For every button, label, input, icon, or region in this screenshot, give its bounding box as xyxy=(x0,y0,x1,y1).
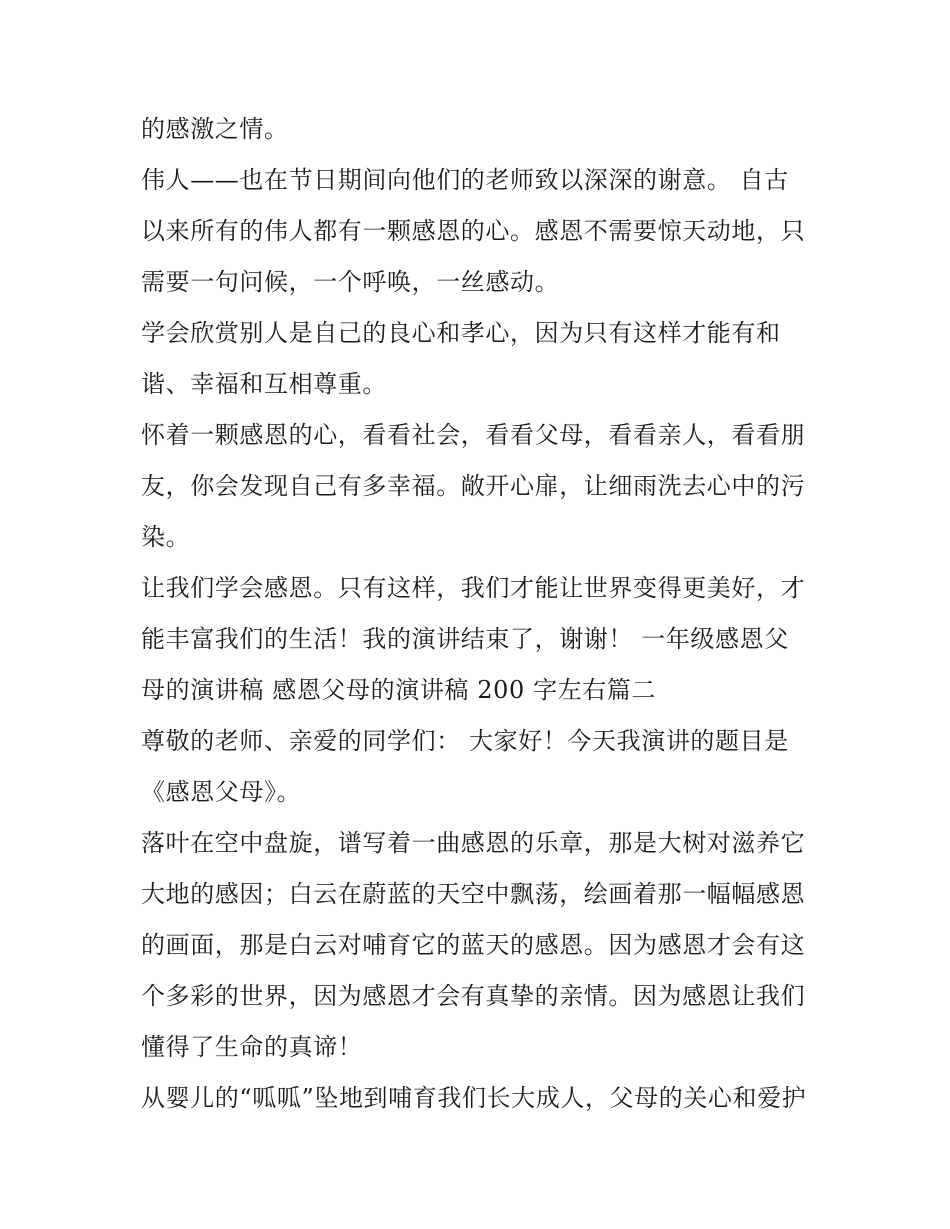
text-line: 懂得了生命的真谛！ xyxy=(141,1033,363,1061)
text-line: 谐、幸福和互相尊重。 xyxy=(141,370,387,398)
text-line: 落叶在空中盘旋，谱写着一曲感恩的乐章，那是大树对滋养它 xyxy=(141,829,806,857)
text-line: 让我们学会感恩。只有这样，我们才能让世界变得更美好，才 xyxy=(141,574,806,602)
text-line: 怀着一颗感恩的心，看看社会，看看父母，看看亲人，看看朋 xyxy=(141,421,806,449)
text-line: 需要一句问候，一个呼唤，一丝感动。 xyxy=(141,268,560,296)
text-line: 从婴儿的“呱呱”坠地到哺育我们长大成人，父母的关心和爱护 xyxy=(141,1084,807,1112)
text-line: 《感恩父母》。 xyxy=(141,778,302,806)
text-line: 母的演讲稿 感恩父母的演讲稿 200 字左右篇二 xyxy=(141,676,657,704)
text-line: 尊敬的老师、亲爱的同学们： 大家好！今天我演讲的题目是 xyxy=(141,727,789,755)
text-line: 伟人——也在节日期间向他们的老师致以深深的谢意。 自古 xyxy=(141,166,789,194)
text-line: 个多彩的世界，因为感恩才会有真挚的亲情。因为感恩让我们 xyxy=(141,982,806,1010)
text-line: 以来所有的伟人都有一颗感恩的心。感恩不需要惊天动地，只 xyxy=(141,217,806,245)
text-line: 的画面，那是白云对哺育它的蓝天的感恩。因为感恩才会有这 xyxy=(141,931,806,959)
text-line: 大地的感因；白云在蔚蓝的天空中飘荡，绘画着那一幅幅感恩 xyxy=(141,880,806,908)
text-line: 能丰富我们的生活！我的演讲结束了，谢谢！ 一年级感恩父 xyxy=(141,625,789,653)
text-line: 学会欣赏别人是自己的良心和孝心，因为只有这样才能有和 xyxy=(141,319,781,347)
text-line: 的感激之情。 xyxy=(141,115,289,143)
text-line: 友，你会发现自己有多幸福。敞开心扉，让细雨洗去心中的污 xyxy=(141,472,806,500)
text-line: 染。 xyxy=(141,523,191,551)
